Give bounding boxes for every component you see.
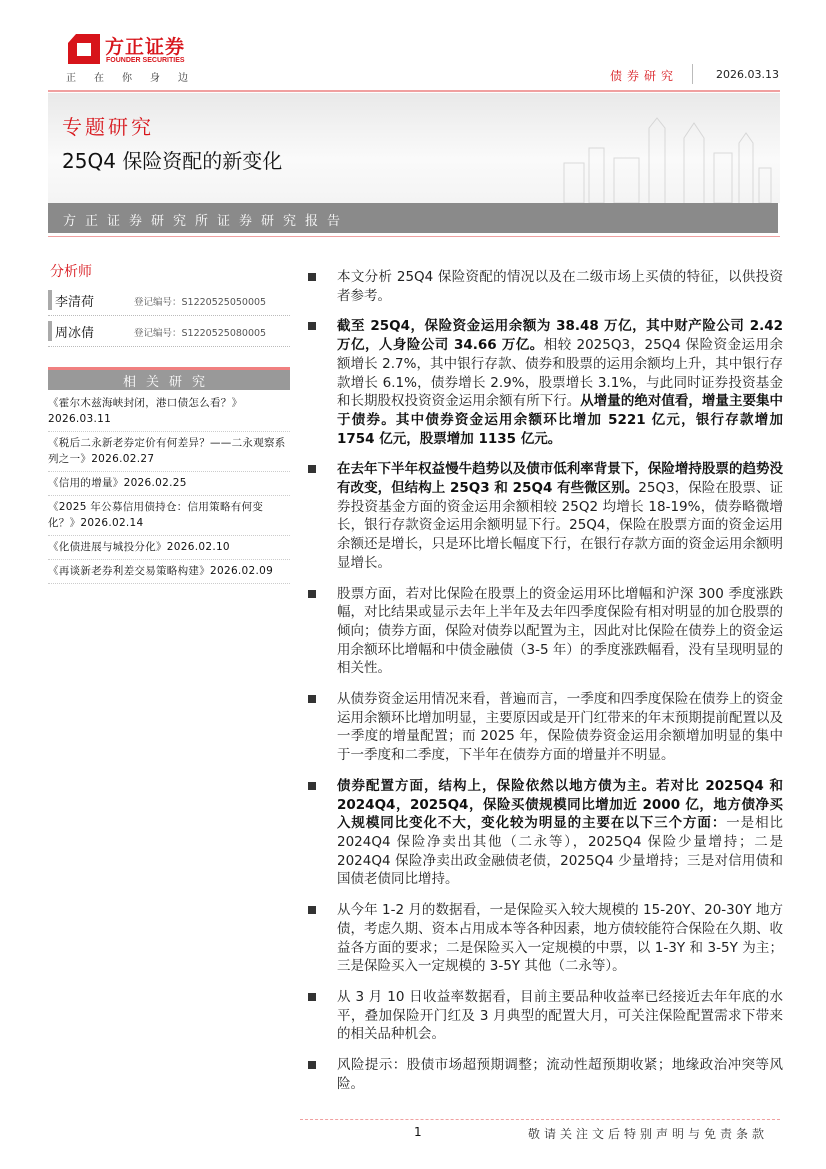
bullet-paragraph xyxy=(305,460,783,572)
bullet-paragraph xyxy=(305,988,783,1044)
related-research-link[interactable]: 《信用的增量》2026.02.25 xyxy=(48,472,290,496)
related-research-link[interactable]: 《2025 年公募信用债持仓：信用策略有何变化？》2026.02.14 xyxy=(48,496,290,536)
analyst-row xyxy=(48,288,290,316)
founder-securities-logo xyxy=(68,32,208,72)
summary-body xyxy=(305,268,783,1105)
square-bullet-icon xyxy=(308,906,316,914)
body-text: 本文分析 25Q4 保险资配的情况以及在二级市场上买债的特征，以供投资者参考。 xyxy=(337,269,783,304)
body-text: 一是相比 2024Q4 保险净卖出其他（二永等），2025Q4 保险少量增持；二是 2024Q4 保险净卖出政金融债老债，2025Q4 少量增持；三是对信用债和国债老债同比增持。 xyxy=(337,815,784,888)
square-bullet-icon xyxy=(308,1061,316,1069)
divider xyxy=(300,1119,780,1120)
related-research-link[interactable]: 《霍尔木兹海峡封闭，港口债怎么看？》2026.03.11 xyxy=(48,392,290,432)
analyst-registration: 登记编号：S1220525050005 xyxy=(134,297,267,308)
section-label: 专题研究 xyxy=(62,115,154,139)
square-bullet-icon xyxy=(308,993,316,1001)
body-text: 风险提示：股债市场超预期调整；流动性超预期收紧；地缘政治冲突等风险。 xyxy=(337,1057,783,1092)
divider xyxy=(48,236,780,237)
department-label: 债券研究 xyxy=(610,69,679,83)
divider xyxy=(692,64,693,84)
body-text: 25Q3，保险在股票、证券投资基金方面的资金运用余额相较 25Q2 均增长 18-19%，债券略微增长，银行存款资金运用余额明显下行。25Q4，保险在股票方面的资金运用余额还是增长，只是环比增长幅度下行，在银行存款方面的资金运用余额明显增长。 xyxy=(337,480,783,571)
bullet-paragraph xyxy=(305,777,783,889)
square-bullet-icon xyxy=(308,695,316,703)
related-research-link[interactable]: 《再谈新老券利差交易策略构建》2026.02.09 xyxy=(48,560,290,584)
report-title: 25Q4 保险资配的新变化 xyxy=(62,149,283,173)
analyst-name: 李清荷 xyxy=(55,295,95,310)
logo-text-en: FOUNDER SECURITIES xyxy=(106,57,185,64)
skyline-illustration-icon xyxy=(554,113,774,203)
bullet-paragraph xyxy=(305,901,783,976)
analyst-registration: 登记编号：S1220525080005 xyxy=(134,328,267,339)
analyst-heading: 分析师 xyxy=(50,264,92,280)
body-text: 从债券资金运用情况来看，普遍而言，一季度和四季度保险在债券上的资金运用余额环比增加明显，主要原因或是开门红带来的年末预期提前配置以及一季度的增量配置；而 2025 年，保险债券资金运用余额增加明显的集中于一季度和二季度，下半年在债券方面的增量并不明显。 xyxy=(337,691,783,764)
body-text: 从 3 月 10 日收益率数据看，目前主要品种收益率已经接近去年年底的水平，叠加保险开门红及 3 月典型的配置大月，可关注保险配置需求下带来的相关品种机会。 xyxy=(337,988,783,1043)
analyst-row xyxy=(48,319,290,347)
key-point-text: 截至 25Q4，保险资金运用余额为 38.48 万亿，其中财产险公司 2.42 万亿，人身险公司 34.66 万亿。 xyxy=(337,318,783,354)
analyst-marker-icon xyxy=(48,290,52,310)
square-bullet-icon xyxy=(308,273,316,281)
bullet-paragraph xyxy=(305,1056,783,1093)
logo-text-cn: 方正证券 xyxy=(105,36,186,58)
institute-bar: 方正证券研究所证券研究报告 xyxy=(48,203,778,233)
body-text: 相较 2025Q3，25Q4 保险资金运用余额增长 2.7%，其中银行存款、债券和股票的运用余额均上升，其中银行存款增长 6.1%，债券增长 2.9%，股票增长 3.1%，与此同时证券投资基金和长期股权投资资金运用余额有所下行。 xyxy=(337,337,783,410)
related-research-heading: 相关研究 xyxy=(48,367,290,390)
square-bullet-icon xyxy=(308,590,316,598)
bullet-paragraph xyxy=(305,268,783,305)
logo-mark-icon xyxy=(68,34,100,64)
body-text: 从今年 1-2 月的数据看，一是保险买入较大规模的 15-20Y、20-30Y 地方债，考虑久期、资本占用成本等各种因素，地方债较能符合保险在久期、收益各方面的要求；二是保险买入一定规模的中票，以 1-3Y 和 3-5Y 为主；三是保险买入一定规模的 3-5Y 其他（二永等）。 xyxy=(337,902,783,975)
key-point-text: 债券配置方面，结构上，保险依然以地方债为主。若对比 2025Q4 和 2024Q4，2025Q4，保险买债规模同比增加近 2000 亿，地方债净买入规模同比变化不大，变化较为明显的主要在以下三个方面： xyxy=(337,777,783,832)
analyst-name: 周冰倩 xyxy=(55,326,95,341)
key-point-text: 从增量的绝对值看，增量主要集中于债券。其中债券资金运用余额环比增加 5221 亿元，银行存款增加 1754 亿元，股票增加 1135 亿元。 xyxy=(337,393,783,447)
related-research-list xyxy=(48,392,290,584)
related-research-link[interactable]: 《税后二永新老券定价有何差异？——二永观察系列之一》2026.02.27 xyxy=(48,432,290,472)
bullet-paragraph xyxy=(305,585,783,679)
report-date: 2026.03.13 xyxy=(716,68,779,81)
analyst-marker-icon xyxy=(48,321,52,341)
square-bullet-icon xyxy=(308,322,316,330)
divider xyxy=(48,90,780,92)
related-research-link[interactable]: 《化债进展与城投分化》2026.02.10 xyxy=(48,536,290,560)
body-text: 股票方面，若对比保险在股票上的资金运用环比增幅和沪深 300 季度涨跌幅，对比结果或显示去年上半年及去年四季度保险有相对明显的加仓股票的倾向；债券方面，保险对债券以配置为主，因此对比保险在债券上的资金运用余额环比增幅和中债金融债（3-5 年）的季度涨跌幅看，没有呈现明显的相关性。 xyxy=(337,585,783,677)
page-number: 1 xyxy=(414,1125,422,1139)
bullet-paragraph xyxy=(305,690,783,765)
bullet-paragraph xyxy=(305,317,783,448)
slogan: 正在你身边 xyxy=(66,73,206,84)
key-point-text: 在去年下半年权益慢牛趋势以及债市低利率背景下，保险增持股票的趋势没有改变，但结构上 25Q3 和 25Q4 有些微区别。 xyxy=(337,461,783,497)
square-bullet-icon xyxy=(308,782,316,790)
disclaimer-note: 敬请关注文后特别声明与免责条款 xyxy=(528,1127,769,1141)
square-bullet-icon xyxy=(308,465,316,473)
